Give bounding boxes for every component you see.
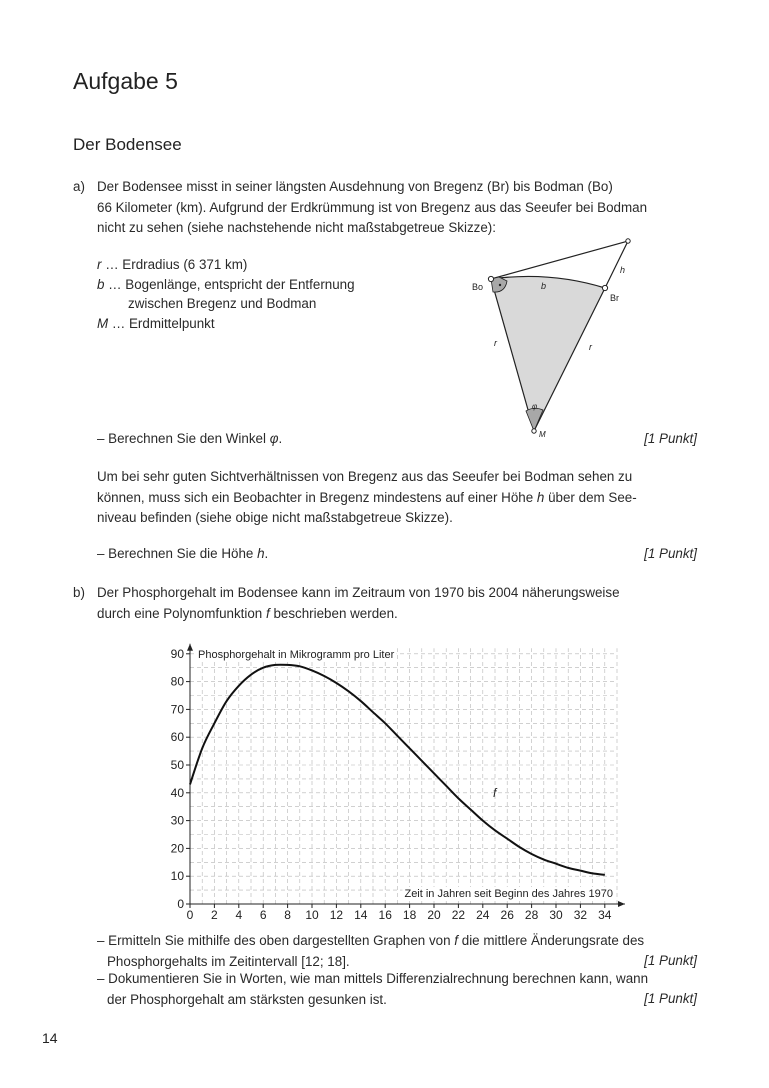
y-tick-label: 90 [170,646,184,661]
para-line [97,488,697,509]
label-h: h [620,265,626,275]
y-tick-label: 60 [170,730,184,745]
task-text: – Berechnen Sie die Höhe [97,546,258,561]
y-tick-label: 0 [177,897,184,911]
label-m: M [539,430,546,439]
phosphorus-chart [160,636,640,926]
symbol-phi: φ [269,431,279,446]
definition-m [97,314,355,334]
symbol: r [97,257,102,272]
y-tick-label: 80 [170,674,184,689]
task-b1 [97,931,697,972]
definition-text: zwischen Bregenz und Bodman [128,296,317,311]
part-b-label: b) [73,585,85,600]
x-tick-label: 10 [305,908,319,922]
x-tick-label: 22 [451,908,466,922]
x-tick-label: 2 [211,908,218,922]
definition-text: … Bogenlänge, entspricht der Entfernung [104,276,355,292]
intro-text: durch eine Polynomfunktion [97,605,266,621]
label-b: b [541,281,547,291]
label-r-left: r [494,338,497,348]
x-tick-label: 30 [549,908,563,922]
symbol: b [97,276,105,292]
points-b1: [1 Punkt] [644,953,697,968]
points-a1: [1 Punkt] [644,431,697,446]
task-line [97,931,697,952]
intro-text: beschrieben werden. [269,605,398,621]
label-bo: Bo [472,282,484,292]
y-tick-label: 50 [170,758,184,772]
definition-b-cont [97,294,355,314]
definition-text: … Erdradius (6 371 km) [101,257,248,272]
part-b-intro-line [97,604,697,625]
page-title: Aufgabe 5 [73,68,178,94]
task-line: der Phosphorgehalt am stärksten gesunken ist. [107,991,387,1007]
y-axis-arrow [187,644,193,651]
earth-curvature-sketch [460,235,650,445]
x-tick-label: 4 [235,908,243,922]
x-tick-label: 8 [284,908,291,922]
definition-text: … Erdmittelpunkt [108,315,215,331]
x-tick-label: 0 [186,908,194,922]
point-m [532,429,536,433]
task-text-end: . [264,546,269,561]
section-title: Der Bodensee [73,135,182,154]
right-angle-dot [499,284,501,286]
point-bo [488,276,493,281]
part-a-label: a) [73,179,85,194]
definitions [97,255,355,333]
task-line: – Dokumentieren Sie in Worten, wie man mittels Differenzialrechnung berechnen kann, wann [97,971,649,986]
label-phi: φ [532,402,538,411]
task-text-end: . [278,431,283,446]
y-tick-label: 10 [170,869,184,884]
circle-sector [491,276,605,431]
y-tick-label: 30 [170,813,184,828]
symbol-f: f [265,605,270,621]
label-br: Br [610,293,619,303]
symbol-h: h [257,546,265,561]
page-number: 14 [42,1030,58,1046]
x-tick-label: 16 [378,908,392,922]
para-line: Um bei sehr guten Sichtverhältnissen von Bregenz aus das Seeufer bei Bodman sehen zu [97,469,633,484]
y-tick-label: 70 [170,702,184,717]
y-tick-label: 40 [170,785,184,800]
part-b-intro [97,583,697,624]
para-text: über dem See- [544,489,637,505]
label-r-right: r [589,342,592,352]
x-tick-label: 20 [427,908,441,922]
part-a-intro-line: nicht zu sehen (siehe nachstehende nicht maßstabgetreue Skizze): [97,220,496,235]
x-tick-label: 18 [402,908,417,922]
x-axis-label: Zeit in Jahren seit Beginn des Jahres 1970 [404,888,613,900]
symbol-h: h [536,489,545,505]
part-a-intro-line: 66 Kilometer (km). Aufgrund der Erdkrümmung ist von Bregenz aus das Seeufer bei Bodman [97,199,648,215]
definition-r [97,255,355,275]
points-a2: [1 Punkt] [644,546,697,561]
task-text: – Ermitteln Sie mithilfe des oben dargestellten Graphen von [97,933,455,948]
task-text: die mittlere Änderungsrate des [458,933,645,948]
part-a-intro-line: Der Bodensee misst in seiner längsten Ausdehnung von Bregenz (Br) bis Bodman (Bo) [97,179,613,194]
part-a-para2 [97,467,697,529]
task-a1 [97,429,282,450]
part-a-intro [97,177,697,239]
symbol: M [97,315,109,331]
y-axis-label: Phosphorgehalt in Mikrogramm pro Liter [198,648,395,661]
x-tick-label: 12 [329,908,344,922]
part-b-intro-line: Der Phosphorgehalt im Bodensee kann im Zeitraum von 1970 bis 2004 näherungsweise [97,585,620,600]
task-b2 [97,969,697,1010]
x-tick-label: 14 [354,908,368,922]
definition-b [97,275,355,295]
task-a2 [97,544,268,565]
para-line: niveau befinden (siehe obige nicht maßstabgetreue Skizze). [97,510,453,525]
symbol-f: f [454,933,459,948]
y-tick-label: 20 [170,841,184,856]
points-b2: [1 Punkt] [644,991,697,1006]
point-observer [626,239,630,243]
x-tick-label: 28 [524,908,539,922]
x-tick-label: 32 [573,908,588,922]
series-label-f: f [493,785,497,800]
x-tick-label: 26 [500,908,514,922]
task-line: Phosphorgehalts im Zeitintervall [12; 18]. [107,953,350,969]
angle-phi-mark [526,408,543,431]
x-axis-arrow [618,901,625,907]
x-tick-label: 6 [259,908,267,922]
x-tick-label: 24 [476,908,490,922]
point-br [602,285,607,290]
task-text: – Berechnen Sie den Winkel [97,431,270,446]
x-tick-label: 34 [598,908,612,922]
para-text: können, muss sich ein Beobachter in Bregenz mindestens auf einer Höhe [97,489,537,505]
